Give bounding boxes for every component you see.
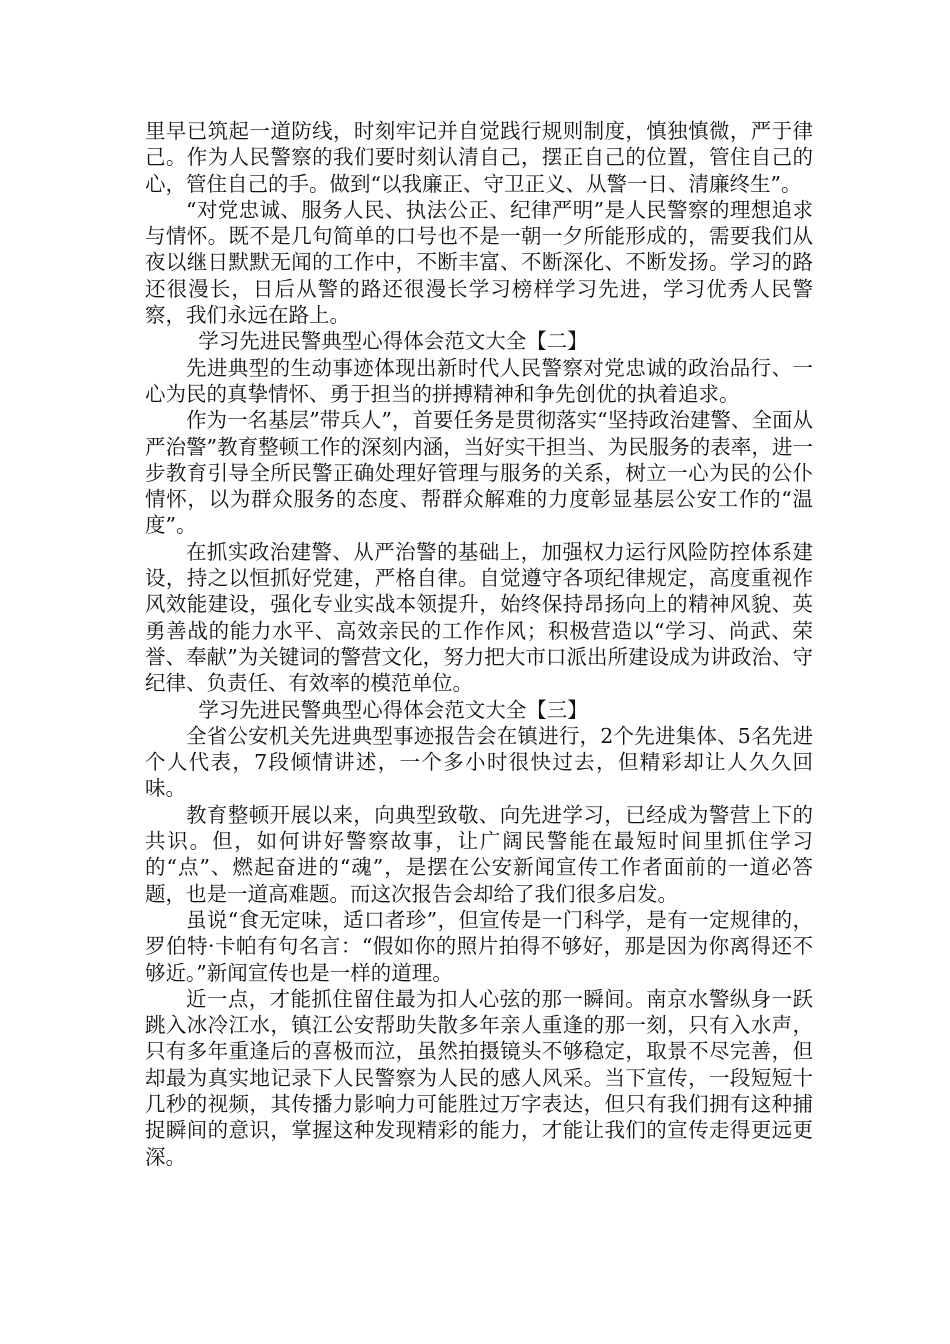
paragraph-continued: 里早已筑起一道防线，时刻牢记并自觉践行规则制度，慎独慎微，严于律己。作为人民警察的我们要时刻认清自己，摆正自己的位置，管住自己的心，管住自己的手。做到“以我廉正、守卫正义、从警一日、清廉终生”。 (145, 119, 813, 196)
paragraph: 在抓实政治建警、从严治警的基础上，加强权力运行风险防控体系建设，持之以恒抓好党建，严格自律。自觉遵守各项纪律规定，高度重视作风效能建设，强化专业实战本领提升，始终保持昂扬向上的精神风貌、英勇善战的能力水平、高效亲民的工作作风；积极营造以“学习、尚武、荣誉、奉献”为关键词的警营文化，努力把大市口派出所建设成为讲政治、守纪律、负责任、有效率的模范单位。 (145, 539, 813, 696)
paragraph: “对党忠诚、服务人民、执法公正、纪律严明”是人民警察的理想追求与情怀。既不是几句简单的口号也不是一朝一夕所能形成的，需要我们从夜以继日默默无闻的工作中，不断丰富、不断深化、不断发扬。学习的路还很漫长，日后从警的路还很漫长学习榜样学习先进，学习优秀人民警察，我们永远在路上。 (145, 197, 813, 328)
paragraph: 全省公安机关先进典型事迹报告会在镇进行，2个先进集体、5名先进个人代表，7段倾情讲述，一个多小时很快过去，但精彩却让人久久回味。 (145, 723, 813, 801)
document-page (145, 118, 813, 1170)
paragraph: 近一点，才能抓住留住最为扣人心弦的那一瞬间。南京水警纵身一跃跳入冰冷江水，镇江公安帮助失散多年亲人重逢的那一刻，只有入水声，只有多年重逢后的喜极而泣，虽然拍摄镜头不够稳定，取景不尽完善，但却最为真实地记录下人民警察为人民的感人风采。当下宣传，一段短短十几秒的视频，其传播力影响力可能胜过万字表达，但只有我们拥有这种捕捉瞬间的意识，掌握这种发现精彩的能力，才能让我们的宣传走得更远更深。 (145, 986, 813, 1169)
section-heading-2: 学习先进民警典型心得体会范文大全【二】 (198, 329, 588, 354)
paragraph: 教育整顿开展以来，向典型致敬、向先进学习，已经成为警营上下的共识。但，如何讲好警察故事，让广阔民警能在最短时间里抓住学习的“点”、燃起奋进的“魂”，是摆在公安新闻宣传工作者面前的一道必答题，也是一道高难题。而这次报告会却给了我们很多启发。 (145, 802, 813, 906)
paragraph: 作为一名基层”带兵人”，首要任务是贯彻落实“坚持政治建警、全面从严治警”教育整顿工作的深刻内涵，当好实干担当、为民服务的表率，进一步教育引导全所民警正确处理好管理与服务的关系，树立一心为民的公仆情怀，以为群众服务的态度、帮群众解难的力度彰显基层公安工作的“温度”。 (145, 408, 813, 538)
paragraph: 虽说“食无定味，适口者珍”，但宣传是一门科学，是有一定规律的，罗伯特·卡帕有句名言：“假如你的照片拍得不够好，那是因为你离得还不够近。”新闻宣传也是一样的道理。 (145, 907, 813, 985)
section-heading-3: 学习先进民警典型心得体会范文大全【三】 (198, 697, 588, 722)
paragraph: 先进典型的生动事迹体现出新时代人民警察对党忠诚的政治品行、一心为民的真挚情怀、勇于担当的拼搏精神和争先创优的执着追求。 (145, 355, 813, 406)
